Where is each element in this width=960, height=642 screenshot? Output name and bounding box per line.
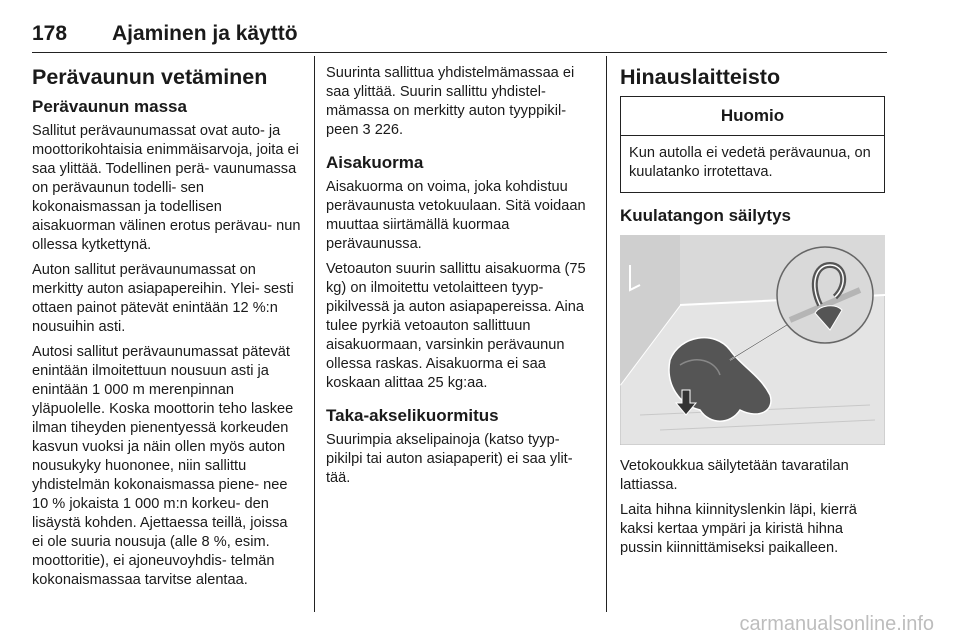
column-2 [326, 56, 591, 494]
page-number: 178 [32, 22, 68, 45]
paragraph: Suurinta sallittua yhdistelmämassaa ei saa ylittää. Suurin sallittu yhdistel- mämassa on merkitty auton tyyppikil- peen 3 226. [326, 65, 575, 138]
section-title-trailer: Perävaunun vetäminen [32, 65, 268, 89]
paragraph: Suurimpia akselipainoja (katso tyyp- pikilpi tai auton asiapaperit) ei saa ylit- tää. [326, 432, 573, 486]
column-divider [314, 56, 315, 612]
subheading-tongue-load: Aisakuorma [326, 153, 424, 172]
paragraph: Sallitut perävaunumassat ovat auto- ja moottorikohtaisia enimmäisarvoja, joita ei saa ylittää. Todellinen perä- vaunumassa on perävaunun todelli- sen kokonaismassan ja todellisen aisakuorman välinen erotus perävau- nun ollessa kytkettynä. [32, 123, 301, 253]
paragraph: Vetokoukkua säilytetään tavaratilan lattiassa. [620, 458, 849, 493]
paragraph: Vetoauton suurin sallittu aisakuorma (75 kg) on ilmoitettu vetolaitteen tyyp- pikilvessä ja auton asiapapereissa. Aina tulee pyrkiä vetoauton sallittuun aisakuormaan, varsinkin perävaunun ollessa raskas. Aisakuorma ei saa koskaan alittaa 25 kg:aa. [326, 261, 586, 391]
paragraph: Auton sallitut perävaunumassat on merkitty auton asiapapereihin. Ylei- sesti ottaen painot pätevät enintään 12 %:n nousuihin asti. [32, 262, 294, 335]
note-box [620, 96, 885, 193]
column-1 [32, 56, 302, 596]
page-header [32, 22, 887, 53]
paragraph: Laita hihna kiinnityslenkin läpi, kierrä kaksi kertaa ympäri ja kiristä hihna pussin kiinnittämiseksi paikalleen. [620, 502, 857, 556]
column-divider [606, 56, 607, 612]
paragraph: Autosi sallitut perävaunumassat pätevät enintään ilmoitettuun nousuun asti ja enintään 1 000 m merenpinnan yläpuolelle. Koska moottorin teho laskee ilman tiheyden pienentyessä korkeuden kasvun vuoksi ja näin ollen myös auton nousukyky huononee, niin sallittu yhdistelmän kokonaismassa piene- nee 10 % jokaista 1 000 m:n korkeu- den lisäystä kohden. Ajettaessa teillä, joissa ei ole suuria nousuja (alle 8 %, esim. moottoritie), ei ajoneuvoyhdis- telmän kokonaismassaa tarvitse alentaa. [32, 344, 294, 588]
watermark: carmanualsonline.info [739, 613, 934, 635]
note-text: Kun autolla ei vedetä perävaunua, on kuulatanko irrotettava. [629, 145, 871, 180]
subheading-rear-axle-load: Taka-akselikuormitus [326, 406, 499, 425]
paragraph: Aisakuorma on voima, joka kohdistuu perävaunusta vetokuulaan. Sitä voidaan muuttaa siirtämällä kuormaa perävaunussa. [326, 179, 586, 252]
subheading-trailer-mass: Perävaunun massa [32, 97, 187, 116]
section-title-towing-equipment: Hinauslaitteisto [620, 65, 781, 89]
tow-bar-storage-illustration [620, 235, 885, 445]
subheading-tow-bar-storage: Kuulatangon säilytys [620, 206, 791, 225]
column-3 [620, 56, 885, 564]
chapter-title: Ajaminen ja käyttö [112, 22, 298, 45]
note-title: Huomio [621, 97, 884, 136]
